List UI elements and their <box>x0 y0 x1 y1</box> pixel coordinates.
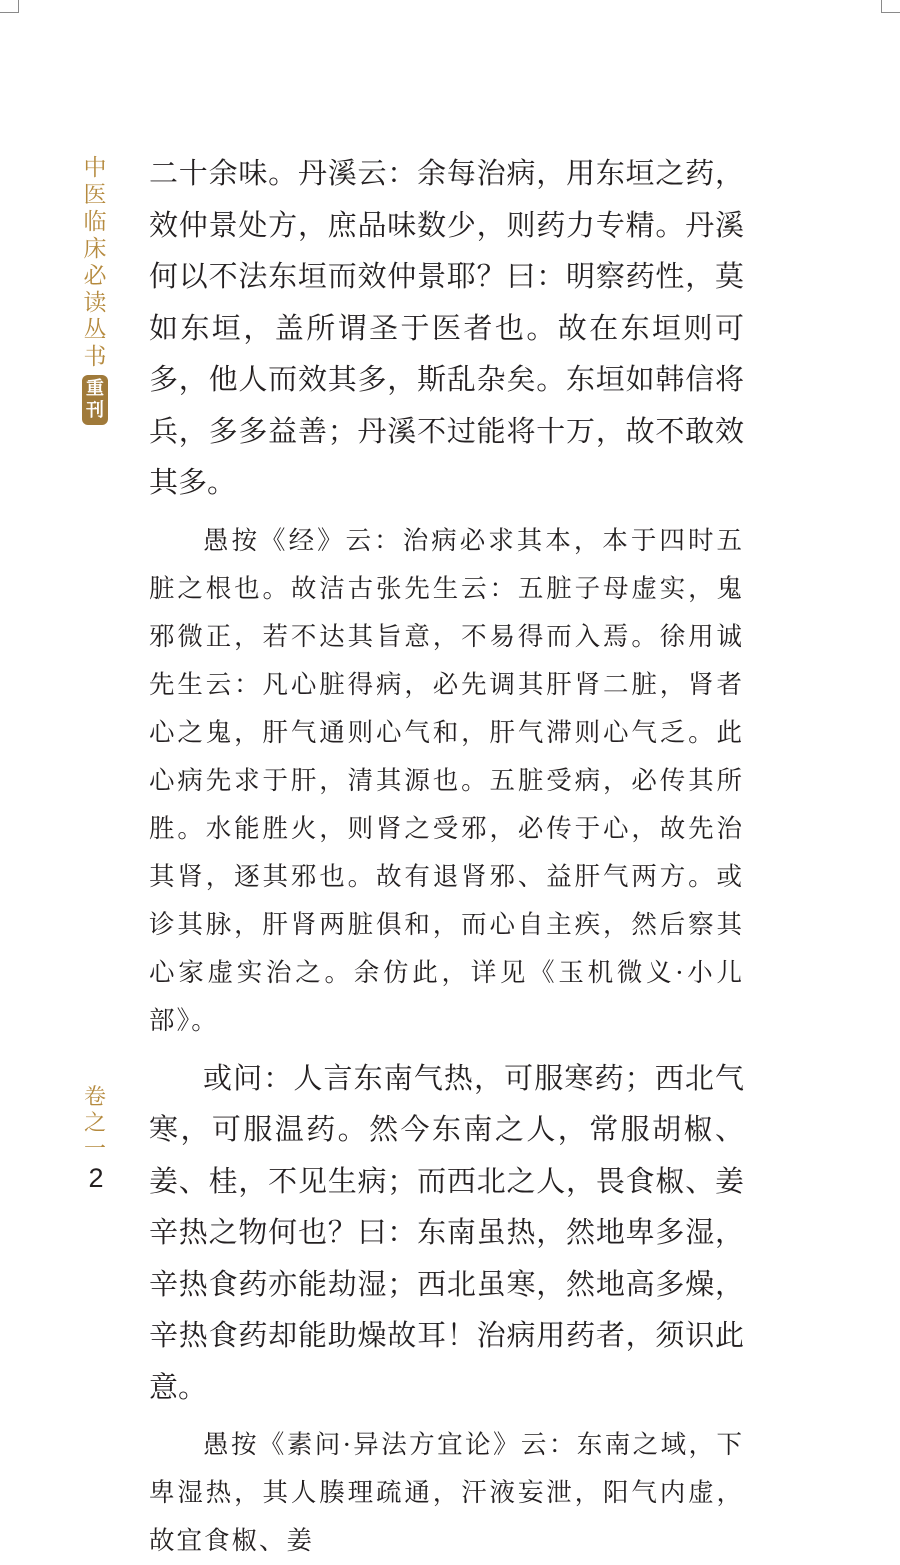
paragraph-annotation: 愚按《经》云：治病必求其本，本于四时五脏之根也。故洁古张先生云：五脏子母虚实，鬼邪微正，若不达其旨意，不易得而入焉。徐用诚先生云：凡心脏得病，必先调其肝肾二脏，肾者心之鬼，肝气通则心气和，肝气滞则心气乏。此心病先求于肝，清其源也。五脏受病，必传其所胜。水能胜火，则肾之受邪，必传于心，故先治其肾，逐其邪也。故有退肾邪、益肝气两方。或诊其脉，肝肾两脏俱和，而心自主疾，然后察其心家虚实治之。余仿此，详见《玉机微义·小儿部》。 <box>149 525 744 1036</box>
crop-mark-right <box>881 0 900 13</box>
paragraph-gap <box>149 1413 744 1421</box>
page-number: 2 <box>88 1163 104 1193</box>
paragraph-gap <box>149 509 744 517</box>
volume-label <box>80 1085 110 1163</box>
series-title-char: 书 <box>83 344 107 370</box>
volume-char: 一 <box>83 1137 106 1162</box>
series-title-char: 中 <box>83 155 107 181</box>
seal-char: 重 <box>86 378 104 399</box>
series-title <box>80 155 110 425</box>
series-title-char: 医 <box>83 182 107 208</box>
paragraph-annotation: 愚按《素问·异法方宜论》云：东南之域，下卑湿热，其人腠理疏通，汗液妄泄，阳气内虚，故宜食椒、姜 <box>149 1430 744 1556</box>
crop-mark-left <box>0 0 19 13</box>
series-title-char: 读 <box>83 290 107 316</box>
series-title-char: 床 <box>83 236 107 262</box>
paragraph-gap <box>149 1045 744 1053</box>
body-text <box>149 148 744 1565</box>
seal-char: 刊 <box>86 400 104 421</box>
series-title-char: 丛 <box>83 317 107 343</box>
paragraph-main: 或问：人言东南气热，可服寒药；西北气寒，可服温药。然今东南之人，常服胡椒、姜、桂，不见生病；而西北之人，畏食椒、姜辛热之物何也？曰：东南虽热，然地卑多湿，辛热食药亦能劫湿；西北虽寒，然地高多燥，辛热食药却能助燥故耳！治病用药者，须识此意。 <box>149 1060 744 1404</box>
series-title-char: 临 <box>83 209 107 235</box>
reprint-seal <box>82 375 108 425</box>
volume-char: 之 <box>83 1111 106 1136</box>
volume-char: 卷 <box>83 1085 106 1110</box>
paragraph-main: 二十余味。丹溪云：余每治病，用东垣之药，效仲景处方，庶品味数少，则药力专精。丹溪何以不法东垣而效仲景耶？曰：明察药性，莫如东垣，盖所谓圣于医者也。故在东垣则可多，他人而效其多，斯乱杂矣。东垣如韩信将兵，多多益善；丹溪不过能将十万，故不敢效其多。 <box>149 156 744 499</box>
series-title-char: 必 <box>83 263 107 289</box>
